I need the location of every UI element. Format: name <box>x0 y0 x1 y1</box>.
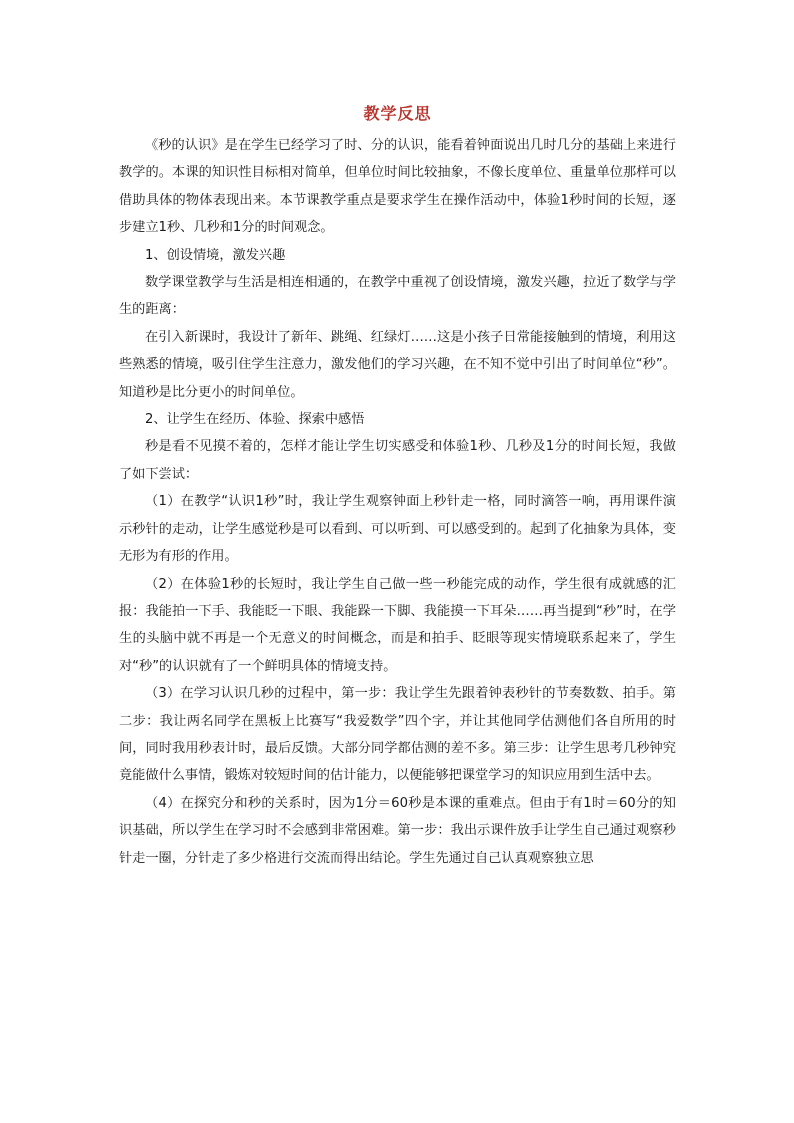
paragraph: 秒是看不见摸不着的，怎样才能让学生切实感受和体验1秒、几秒及1分的时间长短，我做了如下尝试： <box>119 439 676 482</box>
section-heading-1: 1、创设情境，激发兴趣 <box>145 247 286 263</box>
intro-paragraph: 《秒的认识》是在学生已经学习了时、分的认识，能看着钟面说出几时几分的基础上来进行教学的。本课的知识性目标相对简单，但单位时间比较抽象，不像长度单位、重量单位那样可以借助具体的物体表现出来。本节课教学重点是要求学生在操作活动中，体验1秒时间的长短，逐步建立1秒、几秒和1分的时间观念。 <box>119 138 676 236</box>
paragraph: （3）在学习认识几秒的过程中，第一步：我让学生先跟着钟表秒针的节奏数数、拍手。第二步：我让两名同学在黑板上比赛写“我爱数学”四个字，并让其他同学估测他们各自所用的时间，同时我用秒表计时，最后反馈。大部分同学都估测的差不多。第三步：让学生思考几秒钟究竟能做什么事情，锻炼对较短时间的估计能力，以便能够把课堂学习的知识应用到生活中去。 <box>119 686 676 784</box>
paragraph: （1）在教学“认识1秒”时，我让学生观察钟面上秒针走一格，同时滴答一响，再用课件演示秒针的走动，让学生感觉秒是可以看到、可以听到、可以感受到的。起到了化抽象为具体，变无形为有形的作用。 <box>119 494 676 565</box>
paragraph: 在引入新课时，我设计了新年、跳绳、红绿灯……这是小孩子日常能接触到的情境，利用这些熟悉的情境，吸引住学生注意力，激发他们的学习兴趣，在不知不觉中引出了时间单位“秒”。知道秒是比分更小的时间单位。 <box>119 329 676 400</box>
paragraph: 数学课堂教学与生活是相连相通的，在教学中重视了创设情境，激发兴趣，拉近了数学与学生的距离： <box>119 275 676 318</box>
document-page <box>119 104 676 872</box>
paragraph: （4）在探究分和秒的关系时，因为1分＝60秒是本课的重难点。但由于有1时＝60分的知识基础，所以学生在学习时不会感到非常困难。第一步：我出示课件放手让学生自己通过观察秒针走一圈，分针走了多少格进行交流而得出结论。学生先通过自己认真观察独立思 <box>119 795 676 866</box>
paragraph: （2）在体验1秒的长短时，我让学生自己做一些一秒能完成的动作，学生很有成就感的汇报：我能拍一下手、我能眨一下眼、我能跺一下脚、我能摸一下耳朵……再当提到“秒”时，在学生的头脑中就不再是一个无意义的时间概念，而是和拍手、眨眼等现实情境联系起来了，学生对“秒”的认识就有了一个鲜明具体的情境支持。 <box>119 576 676 674</box>
section-heading-2: 2、让学生在经历、体验、探索中感悟 <box>145 412 365 428</box>
document-title: 教学反思 <box>363 104 432 123</box>
